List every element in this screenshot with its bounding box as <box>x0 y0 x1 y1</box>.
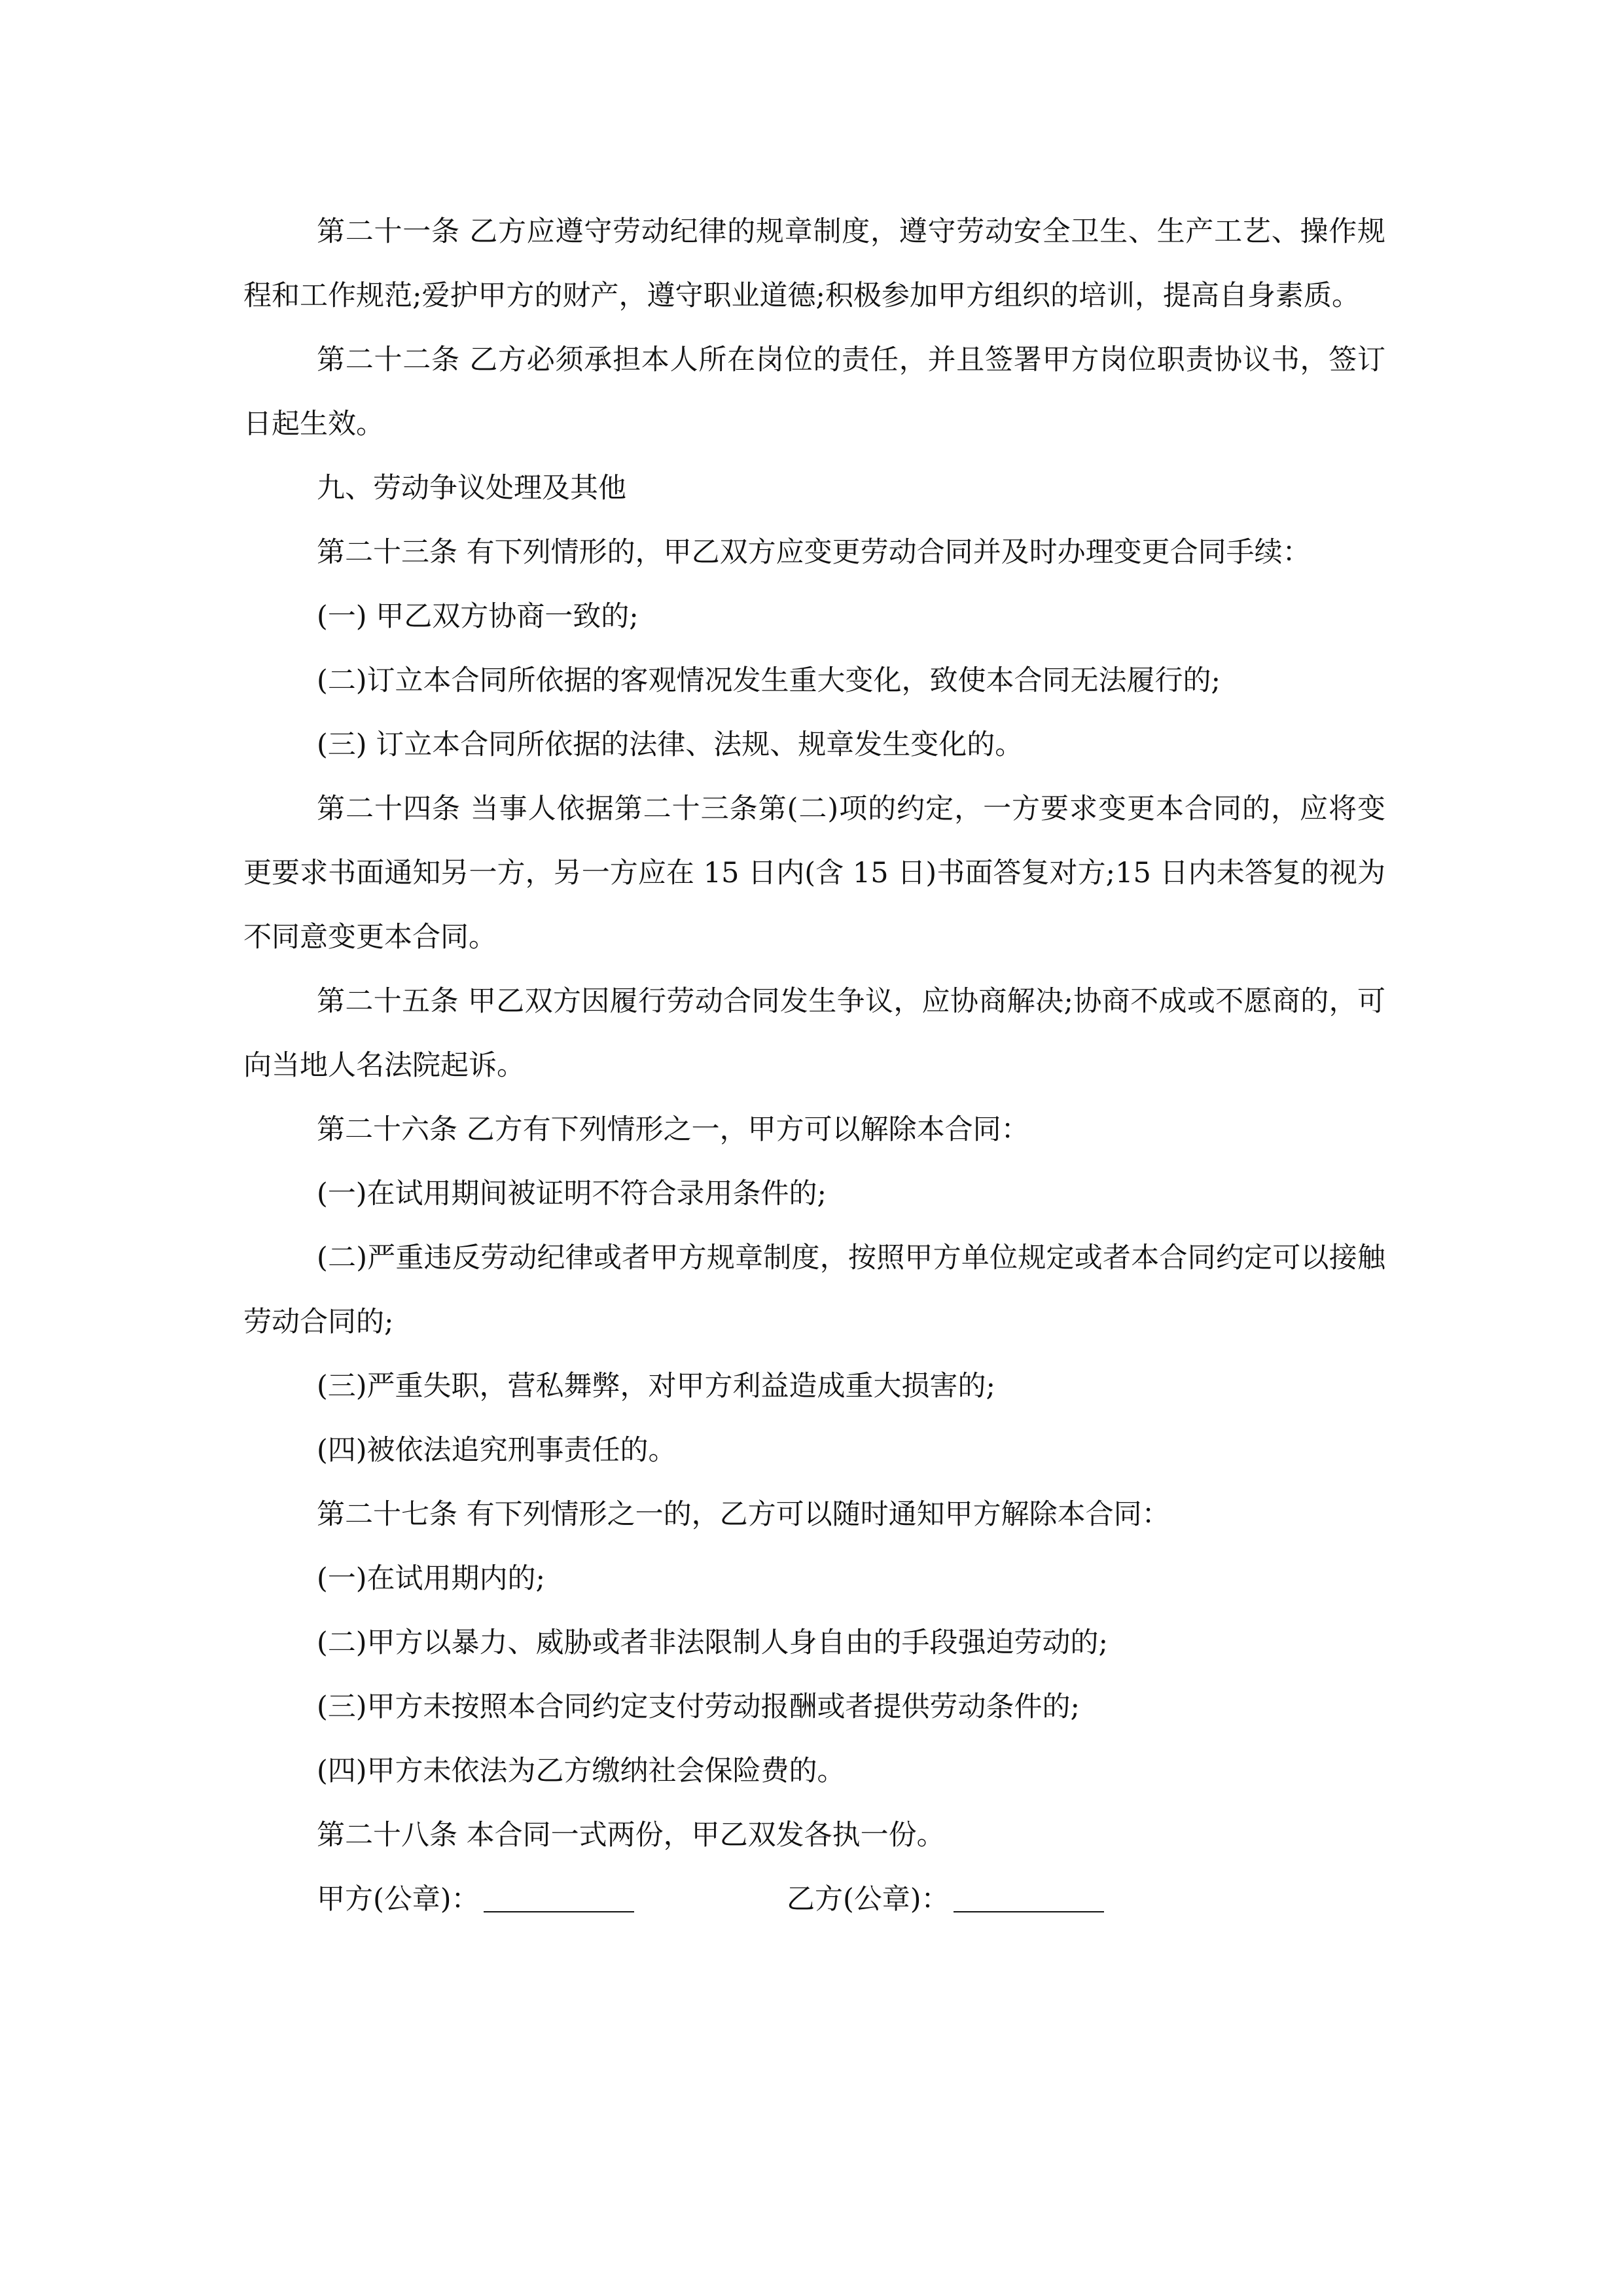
article-27-item-4: (四)甲方未依法为乙方缴纳社会保险费的。 <box>317 1755 846 1787</box>
party-a-seal-blank <box>484 1885 634 1912</box>
article-26: 第二十六条 乙方有下列情形之一，甲方可以解除本合同： <box>317 1113 1029 1146</box>
article-26-item-4: (四)被依法追究刑事责任的。 <box>317 1434 677 1467</box>
article-26-item-3: (三)严重失职，营私舞弊，对甲方利益造成重大损害的; <box>317 1370 996 1403</box>
article-27-item-3: (三)甲方未按照本合同约定支付劳动报酬或者提供劳动条件的; <box>317 1691 1080 1723</box>
article-23-item-1: (一) 甲乙双方协商一致的; <box>317 600 639 633</box>
article-28: 第二十八条 本合同一式两份，甲乙双发各执一份。 <box>317 1819 945 1852</box>
party-b-signature <box>787 1867 1104 1931</box>
party-b-seal-label: 乙方(公章)： <box>787 1883 950 1916</box>
article-23: 第二十三条 有下列情形的，甲乙双方应变更劳动合同并及时办理变更合同手续： <box>317 536 1311 569</box>
article-23-item-3: (三) 订立本合同所依据的法律、法规、规章发生变化的。 <box>317 728 1024 761</box>
article-24: 第二十四条 当事人依据第二十三条第(二)项的约定，一方要求变更本合同的，应将变更要求书面通知另一方，另一方应在 15 日内(含 15 日)书面答复对方;15 日内未答复的视为不同意变更本合同。 <box>243 793 1385 954</box>
party-b-seal-blank <box>954 1885 1104 1912</box>
article-25: 第二十五条 甲乙双方因履行劳动合同发生争议，应协商解决;协商不成或不愿商的，可向当地人名法院起诉。 <box>243 985 1385 1082</box>
article-27-item-1: (一)在试用期内的; <box>317 1562 546 1595</box>
signature-row <box>243 1867 1385 1931</box>
contract-body <box>243 200 1385 1931</box>
section-heading-labor-disputes: 九、劳动争议处理及其他 <box>317 472 626 505</box>
article-27: 第二十七条 有下列情形之一的，乙方可以随时通知甲方解除本合同： <box>317 1498 1170 1531</box>
party-a-signature <box>317 1867 634 1931</box>
article-23-item-2: (二)订立本合同所依据的客观情况发生重大变化，致使本合同无法履行的; <box>317 664 1221 697</box>
article-27-item-2: (二)甲方以暴力、威胁或者非法限制人身自由的手段强迫劳动的; <box>317 1626 1109 1659</box>
party-a-seal-label: 甲方(公章)： <box>317 1883 480 1916</box>
article-21: 第二十一条 乙方应遵守劳动纪律的规章制度，遵守劳动安全卫生、生产工艺、操作规程和工作规范;爱护甲方的财产，遵守职业道德;积极参加甲方组织的培训，提高自身素质。 <box>243 215 1385 312</box>
article-22: 第二十二条 乙方必须承担本人所在岗位的责任，并且签署甲方岗位职责协议书，签订日起生效。 <box>243 344 1385 440</box>
article-26-item-1: (一)在试用期间被证明不符合录用条件的; <box>317 1177 827 1210</box>
article-26-item-2: (二)严重违反劳动纪律或者甲方规章制度，按照甲方单位规定或者本合同约定可以接触劳动合同的; <box>243 1242 1385 1338</box>
